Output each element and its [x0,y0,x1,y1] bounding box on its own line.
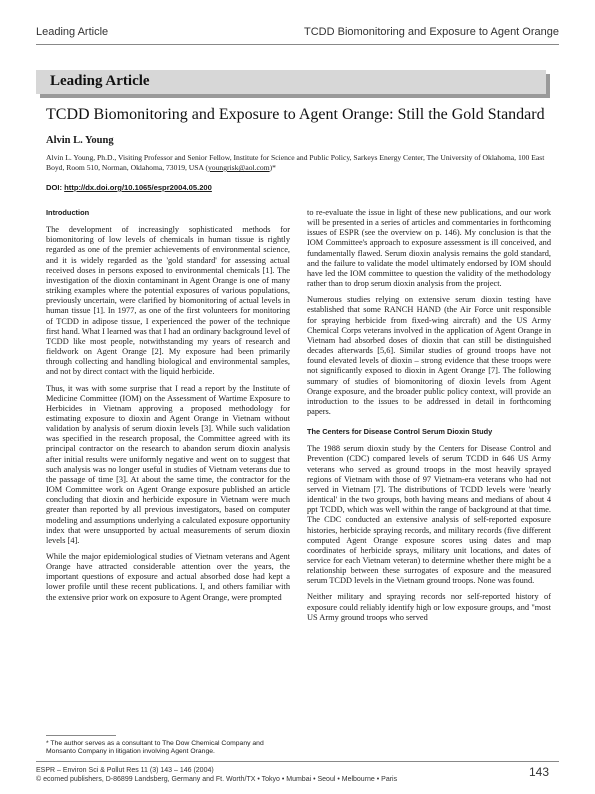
doi-link[interactable]: http://dx.doi.org/10.1065/espr2004.05.200 [64,183,212,192]
paragraph: The development of increasingly sophisticated methods for biomonitoring of low levels of chemicals in human tissue is rightly regarded as one of the premier achievements of environmental science, and it is widely regarded as the 'gold standard' for assessing actual received doses in persons exposed to environmental chemicals [1]. The investigation of the dioxin contaminant in Agent Orange is one of many striking examples where the potential exposures of various populations, previously uncertain, were clarified by biomonitoring of actual levels in human tissue [1]. In 1977, as one of the first volunteers for monitoring of TCDD in adipose tissue, I experienced the power of the technique first hand. What I learned was that I had an ordinary background level of TCDD like most people, notwithstanding my years of research and fieldwork on Agent Orange [2]. My exposure had been primarily through collecting and handling biological and environmental samples, and not by direct contact with the liquid herbicide. [46,225,290,377]
running-header-right: TCDD Biomonitoring and Exposure to Agent Orange [304,26,559,38]
article-title: TCDD Biomonitoring and Exposure to Agent Orange: Still the Gold Standard [46,106,545,123]
paragraph: Thus, it was with some surprise that I read a report by the Institute of Medicine Committee (IOM) on the Assessment of Wartime Exposure to Herbicides in Vietnam approving a proposed methodology for estimating exposure to dioxin and Agent Orange in Vietnam without validation by analysis of serum dioxin levels [3]. While such validation was specified in the research proposal, the Committee agreed with its principal contractor on the research to abandon serum dioxin analysis after initial results were uniformly negative and went on to suggest that such analysis was no longer useful in studies of Vietnam veterans due to the passage of time [3]. At about the same time, the contractor for the IOM Committee work on Agent Orange exposure published an article concluding that dioxin and herbicide exposure in Vietnam were much greater than reported by all previous investigators, based on computer modeling and assumptions underlying a calculated exposure opportunity index that were unsupported by actual measurements of serum dioxin levels [4]. [46,383,290,545]
paragraph: to re-evaluate the issue in light of these new publications, and our work will be presented in a series of articles and commentaries in forthcoming issues of ESPR (see the overview on p. 146). My conclusion is that the IOM Committee's approach to exposure assessment is ill conceived, and fundamentally flawed. Serum dioxin analysis remains the gold standard, and the failure to validate the model ultimately endorsed by IOM should have led the IOM committee to question the validity of the methodology rather than to drop serum dioxin analysis from the project. [307,208,551,289]
header-rule [36,44,559,45]
section-banner [36,70,546,94]
right-column [307,208,551,629]
paragraph: While the major epidemiological studies of Vietnam veterans and Agent Orange have attracted considerable attention over the years, the important questions of exposure and actual absorbed dose had kept a lower profile until these recent publications. I, and others familiar with the extensive prior work on exposure to Agent Orange, were prompted [46,552,290,602]
doi-line [46,183,212,192]
running-header-left: Leading Article [36,26,109,38]
author-name: Alvin L. Young [46,135,114,146]
affiliation-suffix: )* [269,163,276,172]
paragraph: Numerous studies relying on extensive serum dioxin testing have established that some RANCH HAND (the Air Force unit responsible for spraying herbicide from fixed-wing aircraft) and the US Army Chemical Corps veterans involved in the application of Agent Orange in Vietnam had absorbed doses of dioxin that can still be distinguished decades afterwards [5,6]. Similar studies of ground troops have not found elevated levels of dioxin – strong evidence that these troops were not significantly exposed to dioxin in Agent Orange [7]. The following summary of studies of biomonitoring of dioxin levels from Agent Orange exposure, and the broader public policy context, will provide an introduction to the issues to be addressed in detail in forthcoming papers. [307,295,551,416]
page-number: 143 [528,765,549,779]
doi-label: DOI: [46,183,63,192]
running-header [36,26,559,40]
section-heading-cdc-study: The Centers for Disease Control Serum Dioxin Study [307,427,493,437]
paragraph: Neither military and spraying records nor self-reported history of exposure could reliably identify high or low exposure groups, and "most US Army ground troops who served [307,592,551,622]
footer-rule [36,761,559,762]
footer-publisher: © ecomed publishers, D-86899 Landsberg, Germany and Ft. Worth/TX • Tokyo • Mumbai • Seoul • Melbourne • Paris [36,776,398,783]
section-banner-label: Leading Article [50,73,150,89]
footnote: * The author serves as a consultant to The Dow Chemical Company and Monsanto Company in litigation involving Agent Orange. [46,740,264,756]
footer-citation: ESPR – Environ Sci & Pollut Res 11 (3) 143 – 146 (2004) [36,767,214,774]
author-email-link[interactable]: youngrisk@aol.com [208,163,270,172]
paragraph: The 1988 serum dioxin study by the Centers for Disease Control and Prevention (CDC) compared levels of serum TCDD in 646 US Army veterans who served as ground troops in the most heavily sprayed regions of Vietnam with those of 97 Vietnam-era veterans who had not served in Vietnam [7]. The distributions of TCDD levels were 'nearly identical' in the two groups, both having means and medians of about 4 ppt TCDD, which was well within the range of background at that time. The CDC conducted an extensive analysis of self-reported exposure histories, herbicide spraying records, and military records (five different computed Agent Orange exposure scores using dates and map coordinates of herbicide sprays, military unit locations, and dates of service for each Vietnam veteran) to determine whether there might be a relationship between these surrogates of exposure and the measured serum TCDD levels in the Vietnam ground troops. None was found. [307,444,551,586]
left-column [46,208,290,609]
page-footer [36,766,397,784]
author-affiliation [46,153,551,173]
affiliation-text: Alvin L. Young, Ph.D., Visiting Professor and Senior Fellow, Institute for Science and Public Policy, Sarkeys Energy Center, The University of Oklahoma, 100 East Boyd, Room 510, Norman, Oklahoma, 73019, USA ( [46,153,545,172]
section-heading-introduction: Introduction [46,208,90,217]
footnote-rule [46,735,116,736]
